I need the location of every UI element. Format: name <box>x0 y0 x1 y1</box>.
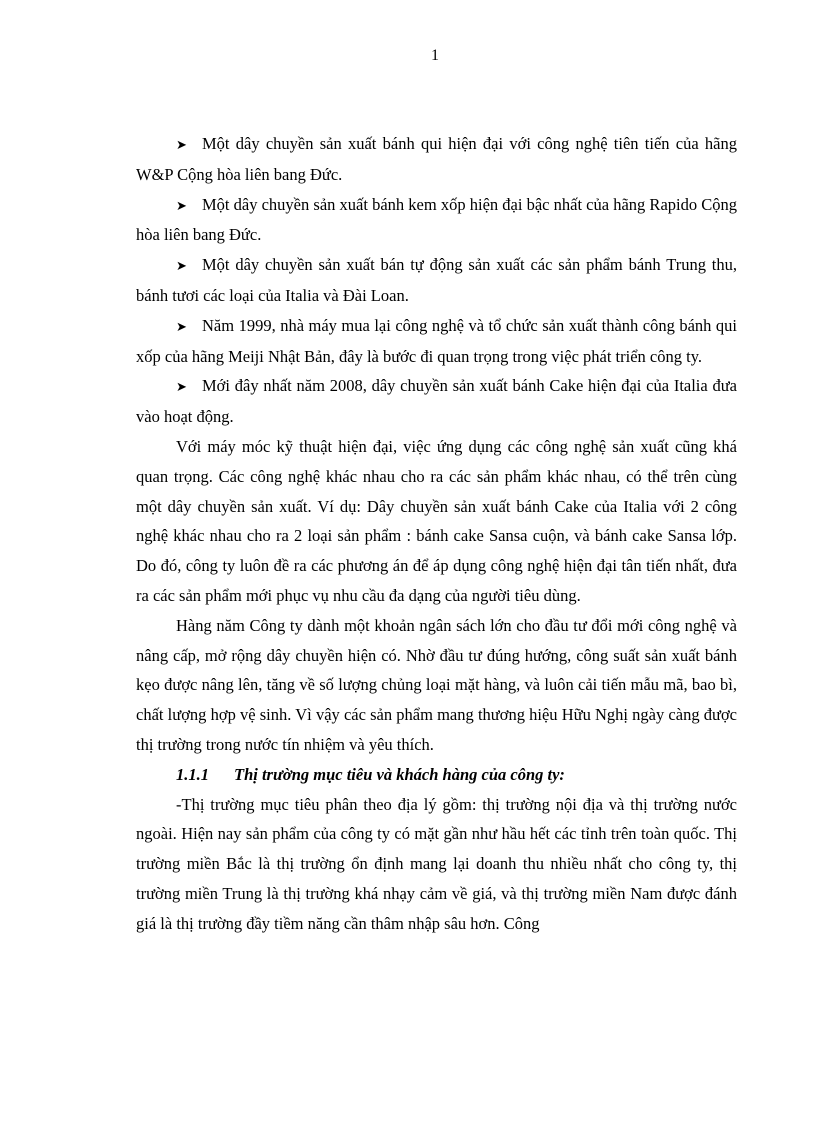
arrowhead-bullet-icon: ➤ <box>176 258 187 274</box>
page-number: 1 <box>431 47 439 64</box>
bullet-text: Một dây chuyền sản xuất bánh kem xốp hiện đại bậc nhất của hãng Rapido Cộng hòa liên bang Đức. <box>136 194 737 245</box>
arrowhead-bullet-icon: ➤ <box>176 379 187 395</box>
section-heading <box>136 760 737 790</box>
section-number: 1.1.1 <box>176 764 209 784</box>
bullet-text: Mới đây nhất năm 2008, dây chuyền sản xuất bánh Cake hiện đại của Italia đưa vào hoạt động. <box>136 376 737 427</box>
bullet-item <box>136 129 737 190</box>
bullet-text: Một dây chuyền sản xuất bánh qui hiện đại với công nghệ tiên tiến của hãng W&P Cộng hòa liên bang Đức. <box>136 134 737 184</box>
body-paragraph: Hàng năm Công ty dành một khoản ngân sách lớn cho đầu tư đổi mới công nghệ và nâng cấp, mở rộng dây chuyền hiện có. Nhờ đầu tư đúng hướng, công suất sản xuất bánh kẹo được nâng lên, tăng về số lượng chủng loại mặt hàng, và luôn cải tiến mẫu mã, bao bì, chất lượng hợp vệ sinh. Vì vậy các sản phẩm mang thương hiệu Hữu Nghị ngày càng được thị trường trong nước tín nhiệm và yêu thích. <box>136 615 737 754</box>
arrowhead-bullet-icon: ➤ <box>176 137 187 152</box>
bullet-text: Một dây chuyền sản xuất bán tự động sản xuất các sản phẩm bánh Trung thu, bánh tươi các loại của Italia và Đài Loan. <box>136 255 737 305</box>
document-body <box>136 129 737 939</box>
bullet-item <box>136 311 737 372</box>
bullet-text: Năm 1999, nhà máy mua lại công nghệ và tổ chức sản xuất thành công bánh qui xốp của hãng Meiji Nhật Bản, đây là bước đi quan trọng trong việc phát triển công ty. <box>136 315 737 366</box>
bullet-item <box>136 190 737 251</box>
body-paragraph: Với máy móc kỹ thuật hiện đại, việc ứng dụng các công nghệ sản xuất cũng khá quan trọng. Các công nghệ khác nhau cho ra các sản phẩm khác nhau, có thể trên cùng một dây chuyền sản xuất. Ví dụ: Dây chuyền sản xuất bánh Cake của Italia với 2 công nghệ khác nhau cho ra 2 loại sản phẩm : bánh cake Sansa cuộn, và bánh cake Sansa lớp. Do đó, công ty luôn đề ra các phương án để áp dụng công nghệ hiện đại tân tiến nhất, đưa ra các sản phẩm mới phục vụ nhu cầu đa dạng của người tiêu dùng. <box>136 436 737 605</box>
section-title: Thị trường mục tiêu và khách hàng của công ty: <box>234 764 565 784</box>
section-paragraph: -Thị trường mục tiêu phân theo địa lý gồm: thị trường nội địa và thị trường nước ngoài. Hiện nay sản phẩm của công ty có mặt gần như hầu hết các tỉnh trên toàn quốc. Thị trường miền Bắc là thị trường ổn định mang lại doanh thu nhiều nhất cho công ty, thị trường miền Trung là thị trường khá nhạy cảm về giá, và thị trường miền Nam được đánh giá là thị trường đầy tiềm năng cần thâm nhập sâu hơn. Công <box>136 794 737 933</box>
arrowhead-bullet-icon: ➤ <box>176 197 187 213</box>
bullet-item <box>136 371 737 432</box>
bullet-item <box>136 250 737 311</box>
arrowhead-bullet-icon: ➤ <box>176 318 187 334</box>
